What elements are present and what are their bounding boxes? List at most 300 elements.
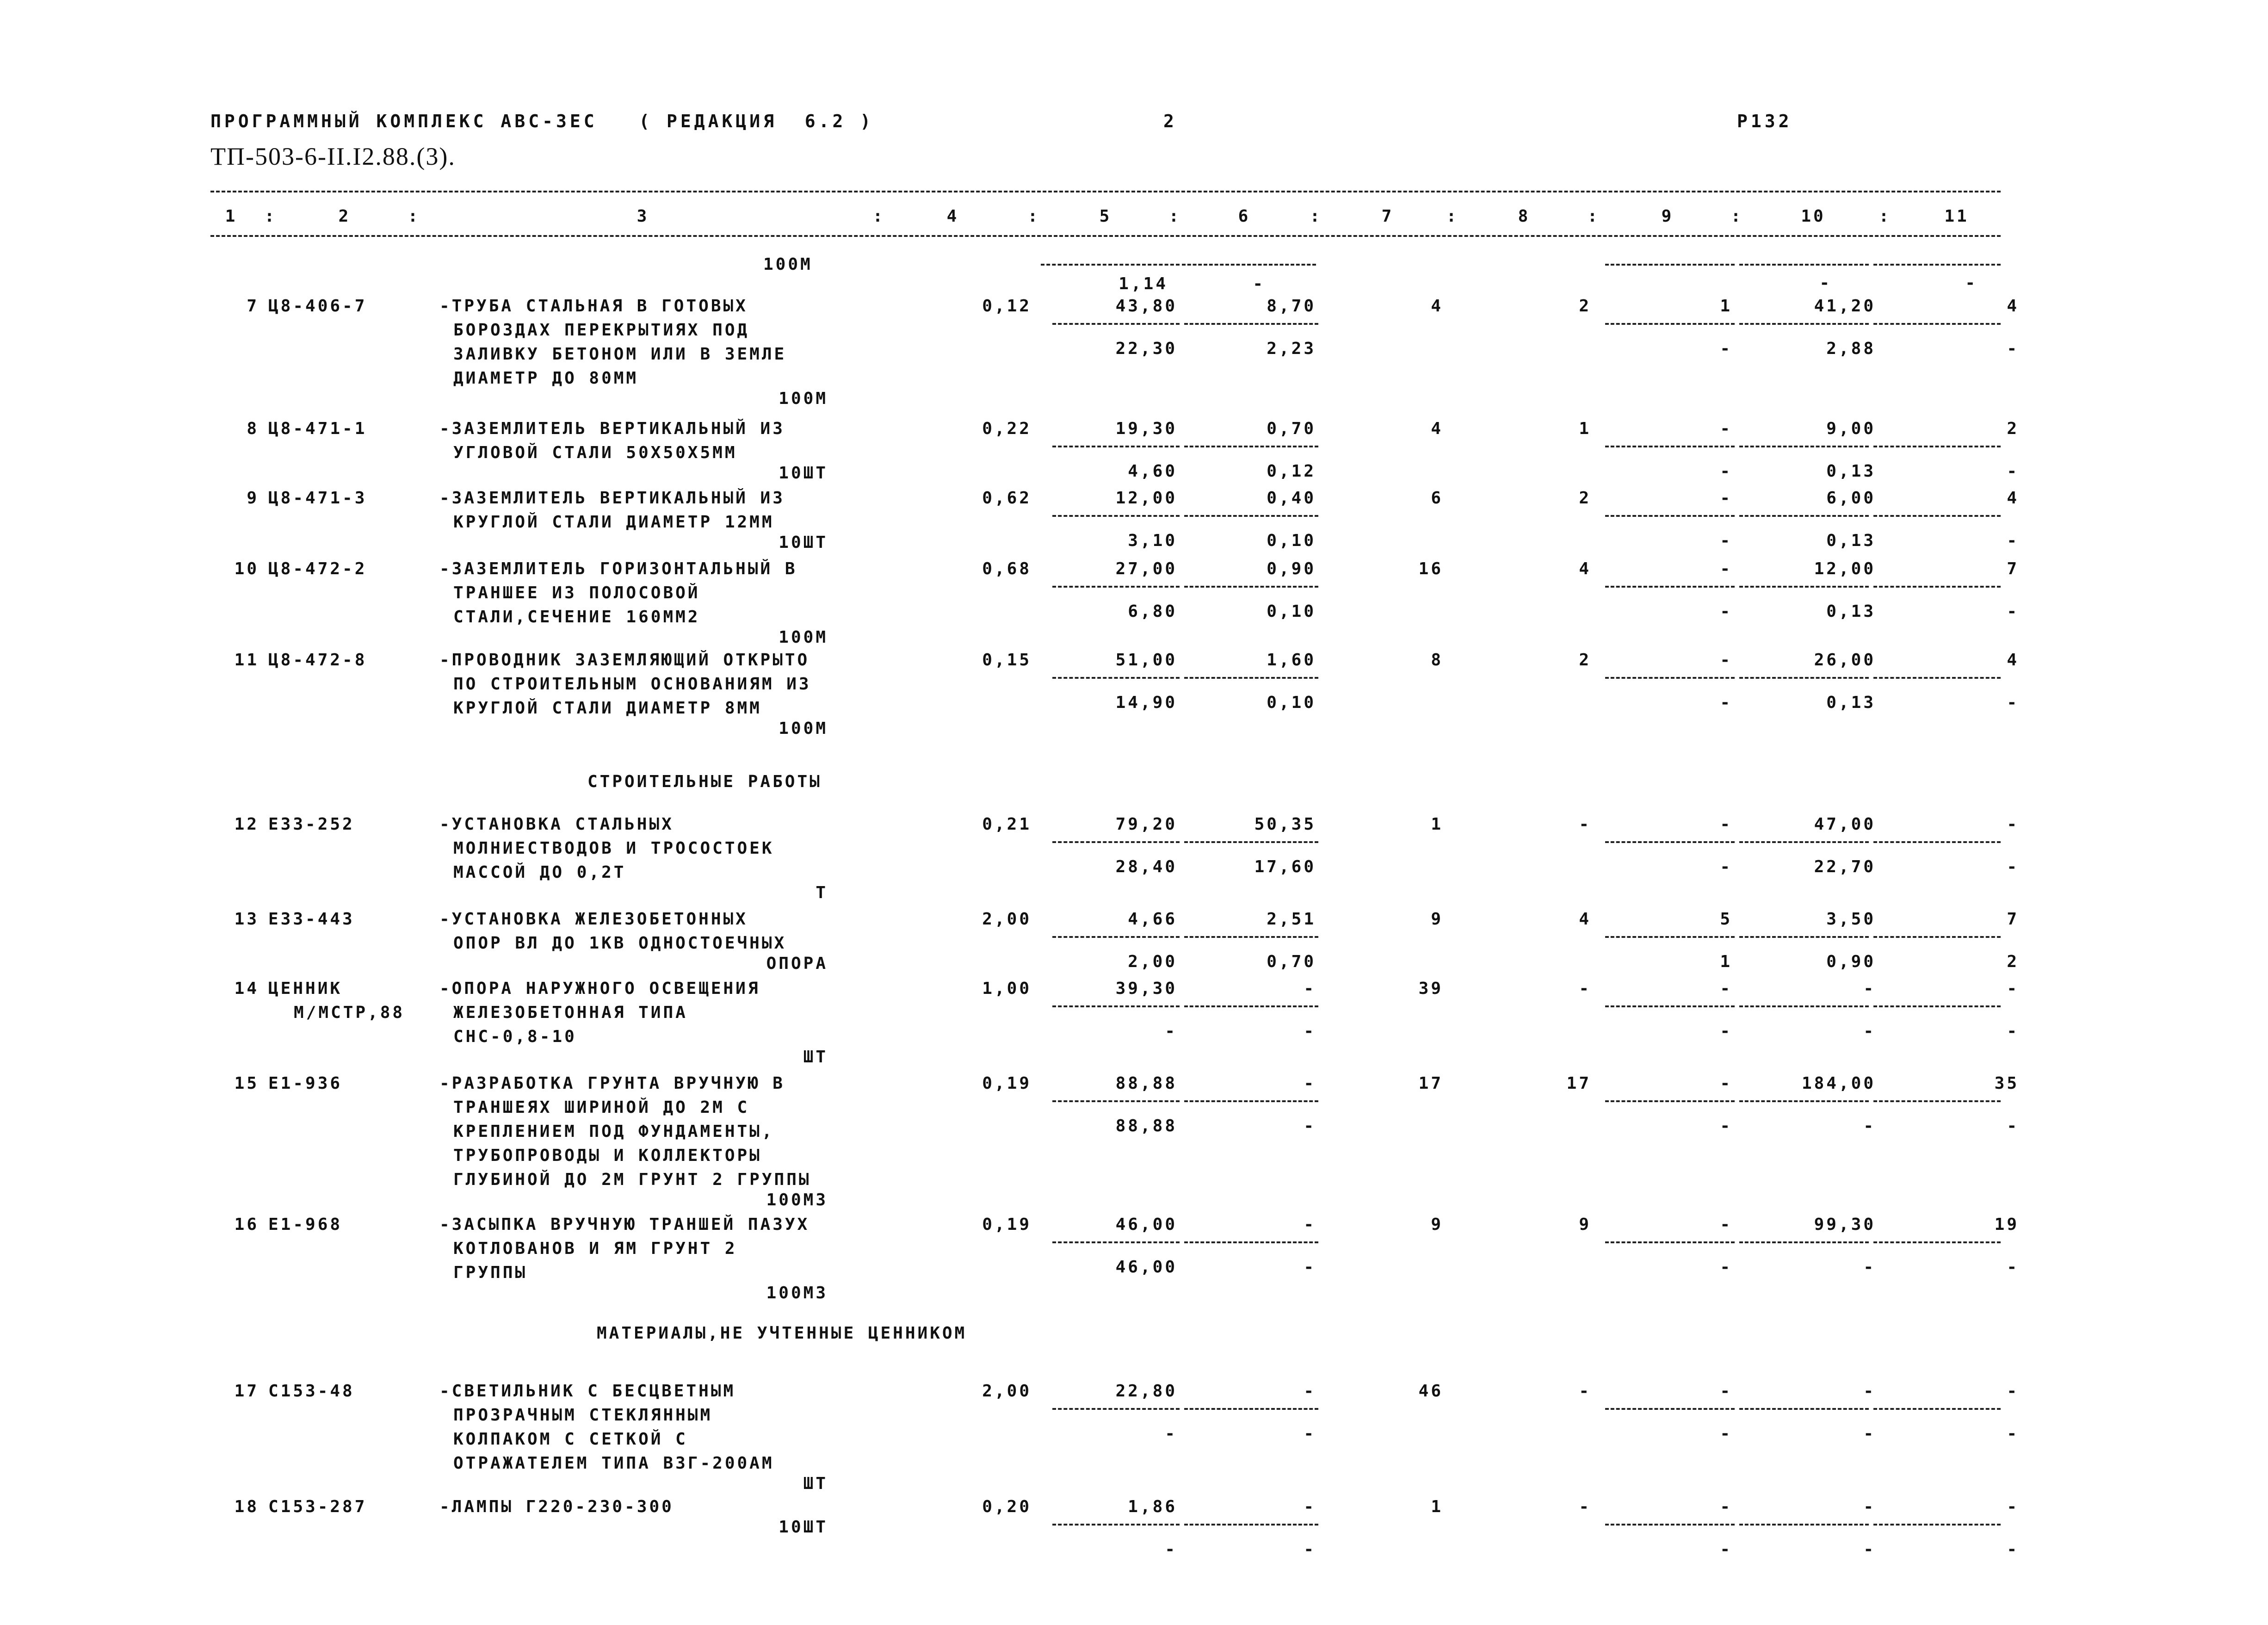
row-description-line: УГЛОВОЙ СТАЛИ 50Х50Х5ММ [453, 443, 737, 462]
cell-5-sub: 14,90 [1115, 693, 1177, 712]
cell-10-main: 9,00 [1826, 419, 1876, 438]
row-divider [1873, 677, 2001, 679]
cell-6-main: 0,70 [1267, 419, 1316, 438]
row-divider [1052, 515, 1180, 517]
row-description-line: -ЛАМПЫ Г220-230-300 [439, 1497, 674, 1516]
cell-6-main: - [1304, 979, 1316, 998]
cell-10-top: - [1819, 273, 1832, 292]
row-quantity: 0,21 [982, 815, 1032, 834]
cell-9-sub: - [1720, 531, 1732, 550]
cell-9-sub: - [1720, 462, 1732, 481]
row-divider [1605, 1005, 1735, 1007]
row-divider [1184, 1241, 1318, 1243]
row-description-line: СНС-0,8-10 [453, 1027, 577, 1046]
cell-6-sub: - [1304, 1540, 1316, 1559]
row-divider [1184, 1408, 1318, 1410]
row-divider [1873, 1100, 2001, 1102]
cell-6-sub: - [1304, 1258, 1316, 1277]
column-separator: : [1310, 207, 1322, 226]
cell-5-sub: 4,60 [1128, 462, 1177, 481]
row-divider [1041, 264, 1180, 266]
row-description-line: -ЗАСЫПКА ВРУЧНУЮ ТРАНШЕЙ ПАЗУХ [439, 1215, 810, 1234]
cell-10-main: 6,00 [1826, 489, 1876, 508]
row-divider [1873, 264, 2001, 266]
row-description-line: МАССОЙ ДО 0,2Т [453, 863, 626, 882]
column-separator: : [1879, 207, 1891, 226]
cell-5-main: 51,00 [1115, 651, 1177, 670]
row-description-line: ТРАНШЕЯХ ШИРИНОЙ ДО 2М С [453, 1098, 750, 1117]
cell-7: 39 [1418, 979, 1443, 998]
cell-9-main: - [1720, 815, 1732, 834]
column-separator: : [1587, 207, 1600, 226]
cell-11-main: 4 [2007, 297, 2019, 316]
row-description-line: ЖЕЛЕЗОБЕТОННАЯ ТИПА [453, 1003, 688, 1022]
cell-11-main: 19 [1994, 1215, 2019, 1234]
row-number: 8 [247, 419, 259, 438]
cell-11-sub: - [2007, 339, 2019, 358]
row-code-line2: М/МСТР,88 [294, 1003, 405, 1022]
row-description-line: ЗАЛИВКУ БЕТОНОМ ИЛИ В ЗЕМЛЕ [453, 345, 787, 364]
row-code: Е33-443 [268, 910, 355, 929]
row-divider [1873, 323, 2001, 325]
row-number: 9 [247, 489, 259, 508]
cell-6-main: - [1304, 1382, 1316, 1401]
cell-10-sub: 0,13 [1826, 602, 1876, 621]
row-code: ЦЕННИК [268, 979, 343, 998]
row-code: С153-48 [268, 1382, 355, 1401]
row-number: 15 [234, 1074, 259, 1093]
row-divider [1739, 446, 1869, 447]
column-header-2: 2 [338, 207, 351, 226]
cell-5-main: 43,80 [1115, 297, 1177, 316]
cell-7: 17 [1418, 1074, 1443, 1093]
row-divider [1052, 936, 1180, 938]
row-divider [1052, 1241, 1180, 1243]
cell-10-main: 184,00 [1801, 1074, 1876, 1093]
row-description-line: КРУГЛОЙ СТАЛИ ДИАМЕТР 12ММ [453, 513, 774, 532]
cell-9-main: - [1720, 979, 1732, 998]
section-title-materials: МАТЕРИАЛЫ,НЕ УЧТЕННЫЕ ЦЕННИКОМ [597, 1324, 967, 1343]
column-header-7: 7 [1381, 207, 1394, 226]
column-separator: : [1168, 207, 1181, 226]
row-divider [1184, 446, 1318, 447]
cell-10-sub: - [1863, 1116, 1876, 1135]
cell-11-main: 35 [1994, 1074, 2019, 1093]
header-divider-bottom [210, 235, 2001, 237]
row-number: 18 [234, 1497, 259, 1516]
row-description-line: БОРОЗДАХ ПЕРЕКРЫТИЯХ ПОД [453, 321, 750, 340]
cell-5-sub: 2,00 [1128, 952, 1177, 971]
cell-6-main: - [1304, 1497, 1316, 1516]
column-header-9: 9 [1661, 207, 1674, 226]
cell-11-main: - [2007, 815, 2019, 834]
section-title-construction: СТРОИТЕЛЬНЫЕ РАБОТЫ [587, 772, 822, 791]
row-code: Е1-936 [268, 1074, 343, 1093]
row-description-line: КРУГЛОЙ СТАЛИ ДИАМЕТР 8ММ [453, 699, 762, 718]
cell-11-main: 7 [2007, 910, 2019, 929]
row-divider [1873, 446, 2001, 447]
cell-10-sub: 0,13 [1826, 462, 1876, 481]
cell-6-main: 2,51 [1267, 910, 1316, 929]
row-description-line: КРЕПЛЕНИЕМ ПОД ФУНДАМЕНТЫ, [453, 1122, 774, 1141]
cell-5-main: 12,00 [1115, 489, 1177, 508]
row-code: Ц8-471-3 [268, 489, 367, 508]
cell-11-sub: - [2007, 1424, 2019, 1443]
row-description-line: -ЗАЗЕМЛИТЕЛЬ ГОРИЗОНТАЛЬНЫЙ В [439, 559, 797, 578]
row-divider [1873, 1005, 2001, 1007]
row-description-line: -УСТАНОВКА СТАЛЬНЫХ [439, 815, 674, 834]
cell-11-sub: - [2007, 531, 2019, 550]
row-divider [1184, 1524, 1318, 1526]
cell-9-sub: - [1720, 1540, 1732, 1559]
cell-9-main: - [1720, 1074, 1732, 1093]
column-header-1: 1 [225, 207, 238, 226]
cell-7: 46 [1418, 1382, 1443, 1401]
cell-8: 2 [1579, 651, 1591, 670]
row-unit: 100М [779, 628, 828, 647]
cell-11-main: - [2007, 1497, 2019, 1516]
column-header-11: 11 [1944, 207, 1969, 226]
row-divider [1605, 677, 1735, 679]
row-quantity: 0,20 [982, 1497, 1032, 1516]
cell-10-sub: - [1863, 1022, 1876, 1041]
row-divider [1739, 677, 1869, 679]
row-divider [1873, 936, 2001, 938]
cell-6-sub: 0,70 [1267, 952, 1316, 971]
row-number: 14 [234, 979, 259, 998]
cell-11-sub: 2 [2007, 952, 2019, 971]
column-separator: : [1446, 207, 1459, 226]
cell-5-sub: 3,10 [1128, 531, 1177, 550]
cell-7: 8 [1431, 651, 1443, 670]
row-divider [1605, 446, 1735, 447]
cell-10-sub: - [1863, 1540, 1876, 1559]
cell-9-sub: - [1720, 857, 1732, 876]
cell-10-main: 47,00 [1814, 815, 1876, 834]
column-header-6: 6 [1238, 207, 1251, 226]
row-unit: Т [816, 883, 828, 902]
cell-9-sub: - [1720, 693, 1732, 712]
row-description-line: -ОПОРА НАРУЖНОГО ОСВЕЩЕНИЯ [439, 979, 760, 998]
cell-10-sub: 22,70 [1814, 857, 1876, 876]
cell-7: 4 [1431, 419, 1443, 438]
cell-6-main: 0,40 [1267, 489, 1316, 508]
row-divider [1184, 323, 1318, 325]
column-header-4: 4 [946, 207, 959, 226]
row-quantity: 0,15 [982, 651, 1032, 670]
column-header-8: 8 [1518, 207, 1531, 226]
cell-9-main: - [1720, 1215, 1732, 1234]
cell-9-main: 5 [1720, 910, 1732, 929]
column-separator: : [1730, 207, 1743, 226]
cell-8: 2 [1579, 489, 1591, 508]
row-unit: 10ШТ [779, 464, 828, 483]
row-description-line: ТРАНШЕЕ ИЗ ПОЛОСОВОЙ [453, 583, 700, 602]
cell-7: 9 [1431, 910, 1443, 929]
row-description-line: ОПОР ВЛ ДО 1КВ ОДНОСТОЕЧНЫХ [453, 934, 787, 953]
cell-5-top: 1,14 [1119, 274, 1168, 293]
row-divider [1605, 515, 1735, 517]
row-divider [1605, 1408, 1735, 1410]
row-code: Ц8-472-2 [268, 559, 367, 578]
cell-9-sub: - [1720, 1022, 1732, 1041]
cell-10-main: - [1863, 1382, 1876, 1401]
row-quantity: 0,22 [982, 419, 1032, 438]
cell-5-main: 39,30 [1115, 979, 1177, 998]
cell-6-sub: 0,10 [1267, 531, 1316, 550]
row-code: Е33-252 [268, 815, 355, 834]
cell-10-main: - [1863, 979, 1876, 998]
cell-10-sub: 0,13 [1826, 693, 1876, 712]
cell-9-main: - [1720, 559, 1732, 578]
cell-8: 9 [1579, 1215, 1591, 1234]
cell-9-main: - [1720, 489, 1732, 508]
row-divider [1184, 1005, 1318, 1007]
cell-11-sub: - [2007, 1116, 2019, 1135]
cell-11-sub: - [2007, 857, 2019, 876]
cell-11-sub: - [2007, 1540, 2019, 1559]
cell-9-sub: - [1720, 1258, 1732, 1277]
row-number: 16 [234, 1215, 259, 1234]
cell-9-sub: - [1720, 602, 1732, 621]
document-code: Р132 [1737, 111, 1792, 131]
row-description-line: -СВЕТИЛЬНИК С БЕСЦВЕТНЫМ [439, 1382, 736, 1401]
cell-7: 1 [1431, 1497, 1443, 1516]
row-number: 12 [234, 815, 259, 834]
cell-6-main: 0,90 [1267, 559, 1316, 578]
row-divider [1739, 515, 1869, 517]
row-divider [1605, 586, 1735, 588]
row-divider [1873, 586, 2001, 588]
cell-6-main: - [1304, 1215, 1316, 1234]
row-number: 10 [234, 559, 259, 578]
row-quantity: 0,19 [982, 1215, 1032, 1234]
row-quantity: 1,00 [982, 979, 1032, 998]
row-unit: 100М [779, 719, 828, 738]
cell-5-sub: 22,30 [1115, 339, 1177, 358]
row-description-line: КОЛПАКОМ С СЕТКОЙ С [453, 1430, 688, 1449]
row-description-line: ОТРАЖАТЕЛЕМ ТИПА ВЗГ-200АМ [453, 1454, 774, 1473]
row-divider [1052, 841, 1180, 843]
row-divider [1052, 677, 1180, 679]
row-divider [1739, 1408, 1869, 1410]
row-code: С153-287 [268, 1497, 367, 1516]
row-divider [1739, 323, 1869, 325]
row-description-line: КОТЛОВАНОВ И ЯМ ГРУНТ 2 [453, 1239, 737, 1258]
row-quantity: 0,68 [982, 559, 1032, 578]
cell-10-sub: - [1863, 1424, 1876, 1443]
cell-11-top: - [1965, 273, 1978, 292]
cell-5-sub: - [1165, 1424, 1177, 1443]
row-divider [1184, 841, 1318, 843]
cell-11-sub: - [2007, 693, 2019, 712]
row-unit: 100М3 [766, 1191, 828, 1209]
row-code: Ц8-471-1 [268, 419, 367, 438]
row-code: Ц8-406-7 [268, 297, 367, 316]
cell-10-main: - [1863, 1497, 1876, 1516]
cell-11-main: 4 [2007, 651, 2019, 670]
cell-6-top: - [1253, 274, 1265, 293]
row-divider [1873, 1241, 2001, 1243]
cell-5-sub: 46,00 [1115, 1258, 1177, 1277]
row-divider [1873, 515, 2001, 517]
cell-10-main: 12,00 [1814, 559, 1876, 578]
row-divider [1052, 1100, 1180, 1102]
cell-9-sub: - [1720, 1424, 1732, 1443]
row-number: 7 [247, 297, 259, 316]
row-description-line: ПО СТРОИТЕЛЬНЫМ ОСНОВАНИЯМ ИЗ [453, 675, 811, 694]
row-number: 17 [234, 1382, 259, 1401]
row-divider [1052, 446, 1180, 447]
row-divider [1052, 1005, 1180, 1007]
cell-5-main: 88,88 [1115, 1074, 1177, 1093]
row-divider [1739, 841, 1869, 843]
row-divider [1184, 1100, 1318, 1102]
cell-7: 9 [1431, 1215, 1443, 1234]
row-divider [1052, 1408, 1180, 1410]
cell-8: - [1579, 1382, 1591, 1401]
cell-6-sub: 0,12 [1267, 462, 1316, 481]
column-header-3: 3 [637, 207, 649, 226]
cell-5-main: 46,00 [1115, 1215, 1177, 1234]
row-divider [1739, 1241, 1869, 1243]
cell-5-main: 79,20 [1115, 815, 1177, 834]
row-code: Е1-968 [268, 1215, 343, 1234]
row-divider [1605, 936, 1735, 938]
row-divider [1605, 264, 1735, 266]
row-divider [1052, 1524, 1180, 1526]
cell-10-main: 3,50 [1826, 910, 1876, 929]
cell-9-sub: 1 [1720, 952, 1732, 971]
cell-8: - [1579, 815, 1591, 834]
cell-11-sub: - [2007, 602, 2019, 621]
row-description-line: -ПРОВОДНИК ЗАЗЕМЛЯЮЩИЙ ОТКРЫТО [439, 651, 810, 670]
cell-8: - [1579, 979, 1591, 998]
cell-9-sub: - [1720, 1116, 1732, 1135]
cell-11-sub: - [2007, 1258, 2019, 1277]
row-unit: 10ШТ [779, 1518, 828, 1537]
document-title: ТП-503-6-II.I2.88.(3). [210, 143, 456, 170]
cell-10-sub: 0,90 [1826, 952, 1876, 971]
cell-7: 6 [1431, 489, 1443, 508]
row-code: Ц8-472-8 [268, 651, 367, 670]
cell-8: - [1579, 1497, 1591, 1516]
cell-6-sub: - [1304, 1022, 1316, 1041]
cell-5-sub: 28,40 [1115, 857, 1177, 876]
cell-5-sub: - [1165, 1022, 1177, 1041]
cell-8: 17 [1566, 1074, 1591, 1093]
cell-10-sub: - [1863, 1258, 1876, 1277]
cell-10-sub: 0,13 [1826, 531, 1876, 550]
row-description-line: ПРОЗРАЧНЫМ СТЕКЛЯННЫМ [453, 1406, 713, 1425]
row-description-line: МОЛНИЕСТВОДОВ И ТРОСОСТОЕК [453, 839, 774, 858]
cell-6-main: 1,60 [1267, 651, 1316, 670]
cell-9-main: - [1720, 1497, 1732, 1516]
cell-11-main: - [2007, 1382, 2019, 1401]
cell-11-main: - [2007, 979, 2019, 998]
cell-6-sub: 2,23 [1267, 339, 1316, 358]
row-divider [1873, 841, 2001, 843]
row-divider [1739, 264, 1869, 266]
column-separator: : [408, 207, 420, 226]
cell-8: 1 [1579, 419, 1591, 438]
cell-9-main: 1 [1720, 297, 1732, 316]
row-divider [1605, 1524, 1735, 1526]
cell-5-main: 1,86 [1128, 1497, 1177, 1516]
cell-6-main: 8,70 [1267, 297, 1316, 316]
program-header: ПРОГРАММНЫЙ КОМПЛЕКС АВС-ЗЕС ( РЕДАКЦИЯ 6.2 ) [210, 111, 874, 131]
cell-6-sub: 17,60 [1254, 857, 1316, 876]
row-divider [1739, 936, 1869, 938]
row-number: 11 [234, 651, 259, 670]
cell-6-main: 50,35 [1254, 815, 1316, 834]
cell-7: 16 [1418, 559, 1443, 578]
row-description-line: ДИАМЕТР ДО 80ММ [453, 369, 639, 388]
row-description-line: ГЛУБИНОЙ ДО 2М ГРУНТ 2 ГРУППЫ [453, 1170, 811, 1189]
row-unit: ОПОРА [766, 954, 828, 973]
cell-9-main: - [1720, 651, 1732, 670]
row-divider [1739, 1524, 1869, 1526]
cell-5-sub: - [1165, 1540, 1177, 1559]
row-divider [1605, 841, 1735, 843]
row-unit: 100М [779, 389, 828, 408]
page-number: 2 [1163, 111, 1177, 131]
cell-6-sub: 0,10 [1267, 602, 1316, 621]
cell-11-main: 7 [2007, 559, 2019, 578]
cell-10-main: 99,30 [1814, 1215, 1876, 1234]
row-divider [1873, 1524, 2001, 1526]
cell-6-sub: - [1304, 1116, 1316, 1135]
row-description-line: ГРУППЫ [453, 1263, 528, 1282]
cell-9-main: - [1720, 419, 1732, 438]
cell-6-sub: - [1304, 1424, 1316, 1443]
row-description-line: -УСТАНОВКА ЖЕЛЕЗОБЕТОННЫХ [439, 910, 748, 929]
row-divider [1605, 1241, 1735, 1243]
row-description-line: СТАЛИ,СЕЧЕНИЕ 160ММ2 [453, 608, 700, 626]
row-divider [1605, 323, 1735, 325]
row-divider [1184, 515, 1318, 517]
row-divider [1873, 1408, 2001, 1410]
row-divider [1184, 586, 1318, 588]
row-number: 13 [234, 910, 259, 929]
cell-6-main: - [1304, 1074, 1316, 1093]
cell-5-main: 22,80 [1115, 1382, 1177, 1401]
cell-9-main: - [1720, 1382, 1732, 1401]
row-quantity: 0,62 [982, 489, 1032, 508]
cell-5-sub: 6,80 [1128, 602, 1177, 621]
cell-6-sub: 0,10 [1267, 693, 1316, 712]
cell-10-main: 41,20 [1814, 297, 1876, 316]
cell-8: 4 [1579, 559, 1591, 578]
column-header-10: 10 [1801, 207, 1826, 226]
row-divider [1739, 1005, 1869, 1007]
cell-5-main: 19,30 [1115, 419, 1177, 438]
row-unit: 100М3 [766, 1284, 828, 1302]
row-divider [1182, 264, 1316, 266]
cell-10-sub: 2,88 [1826, 339, 1876, 358]
row-description-line: -ЗАЗЕМЛИТЕЛЬ ВЕРТИКАЛЬНЫЙ ИЗ [439, 489, 785, 508]
cell-5-main: 27,00 [1115, 559, 1177, 578]
row-quantity: 2,00 [982, 1382, 1032, 1401]
cell-5-sub: 88,88 [1115, 1116, 1177, 1135]
column-separator: : [1027, 207, 1040, 226]
row-description-line: ТРУБОПРОВОДЫ И КОЛЛЕКТОРЫ [453, 1146, 762, 1165]
cell-10-main: 26,00 [1814, 651, 1876, 670]
cell-8: 2 [1579, 297, 1591, 316]
row-divider [1184, 677, 1318, 679]
cell-11-main: 4 [2007, 489, 2019, 508]
header-divider-top [210, 191, 2001, 192]
